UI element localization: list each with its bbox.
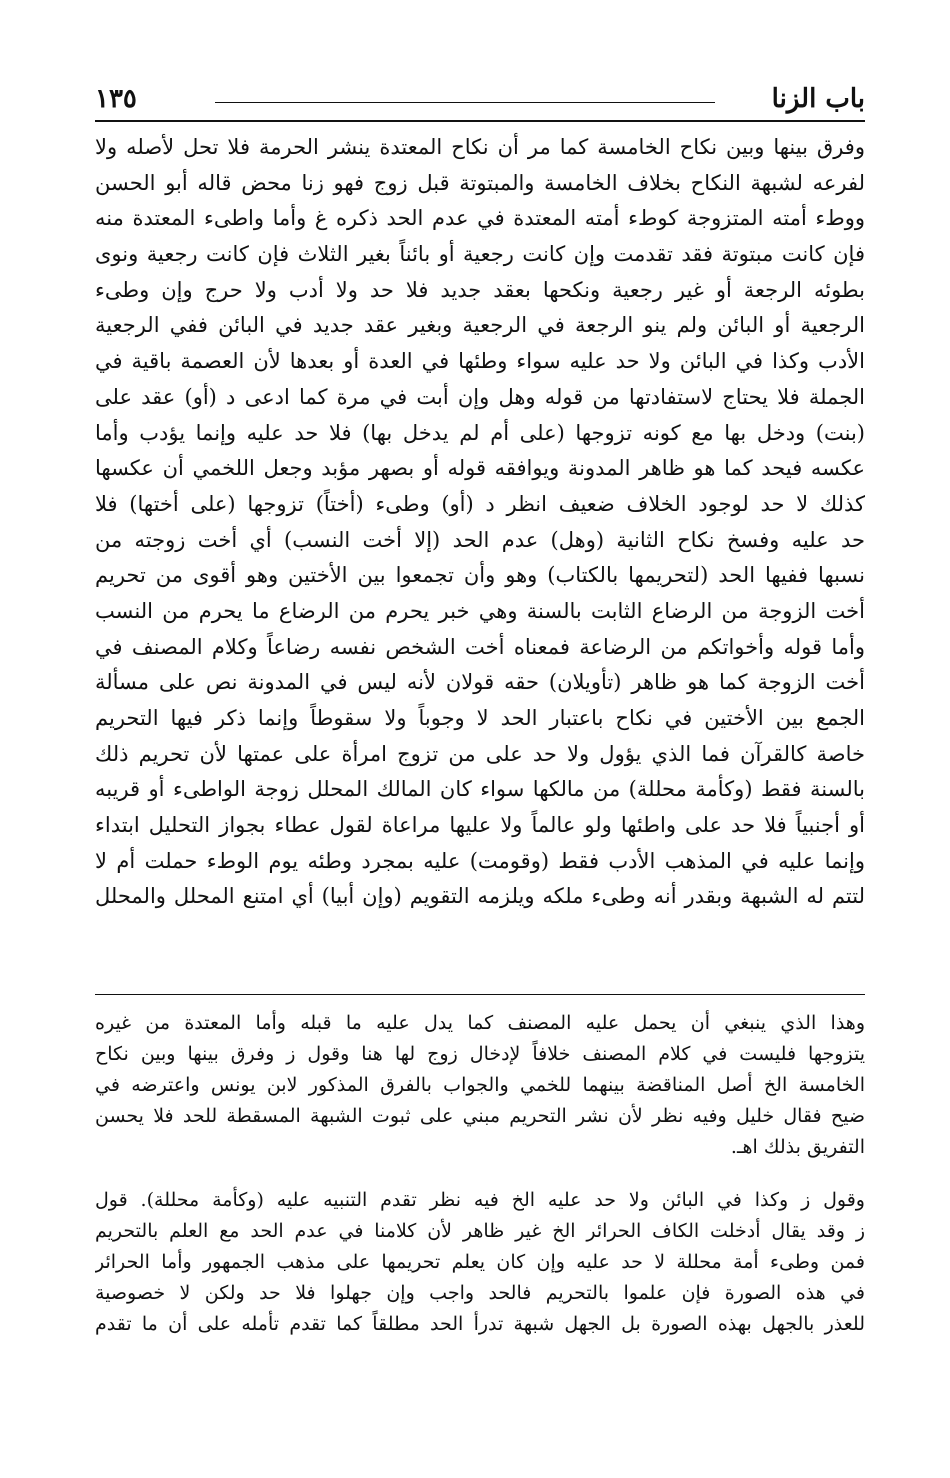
text-line: خاصة كالقرآن فما الذي يؤول ولا حد على من تزوج امرأة على عمتها لأن تحريم ذلك [95, 741, 865, 766]
text-line: بالسنة فقط (وكأمة محللة) من مالكها سواء كان المالك المحلل زوجة الواطىء أو قريبه [95, 777, 865, 802]
main-text-block [95, 130, 865, 915]
footnotes-block [95, 1008, 865, 1340]
text-line: حد عليه وفسخ نكاح الثانية (وهل) عدم الحد (إلا أخت النسب) أي أخت زوجته من [95, 527, 865, 552]
footnote-line: ضيح فقال خليل وفيه نظر لأن نشر التحريم مبني على ثبوت الشبهة المسقطة للحد فلا يحسن [95, 1105, 865, 1127]
footnote [95, 1185, 865, 1340]
footnote-line: للعذر بالجهل بهذه الصورة بل الجهل شبهة تدرأ الحد مطلقاً كما تقدم تأمله على أن ما تقدم [95, 1313, 865, 1335]
footnote-line: فمن وطىء أمة محللة لا حد عليه وإن كان يعلم تحريمها على مذهب الجمهور وأما الحرائر [95, 1251, 865, 1273]
text-line: أخت الزوجة من الرضاع الثابت بالسنة وهي خبر يحرم من الرضاع ما يحرم من النسب [95, 598, 865, 623]
footnote-line: وقول ز وكذا في البائن ولا حد عليه الخ فيه نظر تقدم التنبيه عليه (وكأمة محللة). قول [95, 1189, 865, 1211]
text-line: (بنت) ودخل بها مع كونه تزوجها (على أم لم يدخل بها) فلا حد عليه وإنما يؤدب وأما [95, 420, 865, 445]
footnote-line: في هذه الصورة فإن علموا بالتحريم فالحد واجب وإن جهلوا فلا حد ولكن لا خصوصية [95, 1282, 865, 1304]
footnote-line: الخامسة الخ أصل المناقضة بينهما للخمي والجواب بالفرق المذكور لابن يونس واعترضه في [95, 1074, 865, 1096]
footnote-line: وهذا الذي ينبغي أن يحمل عليه المصنف كما يدل عليه ما قبله وأما المعتدة من غيره [95, 1012, 865, 1034]
footnote-line: ز وقد يقال أدخلت الكاف الحرائر الخ غير ظاهر لأن كلامنا في عدم الحد مع العلم بالتحريم [95, 1220, 865, 1242]
text-line: ووطء أمته المتزوجة كوطء أمته المعتدة في عدم الحد ذكره غ وأما واطىء المعتدة منه [95, 206, 865, 231]
text-line: أو أجنبياً فلا حد على واطئها ولو عالماً ولا عليها مراعاة لقول عطاء بجواز التحليل ابتداء [95, 813, 865, 838]
text-line: لتتم له الشبهة وبقدر أنه وطىء ملكه ويلزمه التقويم (وإن أبيا) أي امتنع المحلل والمحلل [95, 884, 865, 909]
running-header [95, 82, 865, 116]
text-line: الرجعية أو البائن ولم ينو الرجعة في الرجعية وبغير عقد جديد في البائن ففي الرجعية [95, 313, 865, 338]
footnote-line: التفريق بذلك اهـ. [730, 1136, 865, 1158]
text-line: الأدب وكذا في البائن ولا حد عليه سواء وطئها في العدة أو بعدها لأن العصمة باقية في [95, 349, 865, 374]
text-line: فإن كانت مبتوتة فقد تقدمت وإن كانت رجعية أو بائناً بغير الثلاث فإن كانت رجعية ونوى [95, 242, 865, 267]
chapter-title: باب الزنا [771, 84, 865, 114]
text-line: الجملة فلا يحتاج لاستفادتها من قوله وهل وإن أبت في مرة كما ادعى د (أو) عقد على [95, 384, 865, 409]
page-number: ١٣٥ [95, 84, 137, 114]
top-rule [95, 120, 865, 122]
text-line: نسبها ففيها الحد (لتحريمها بالكتاب) وهو وأن تجمعوا بين الأختين وهو أقوى من تحريم [95, 563, 865, 588]
footnote-line: يتزوجها فليست في كلام المصنف خلافاً لإدخال زوج لها هنا وقول ز وفرق بينها وبين نكاح [95, 1043, 865, 1065]
footnote-separator [95, 994, 865, 995]
text-line: أخت الزوجة كما هو ظاهر (تأويلان) حقه قولان لأنه ليس في المدونة نص على مسألة [95, 670, 865, 695]
text-line: وإنما عليه في المذهب الأدب فقط (وقومت) عليه بمجرد وطئه يوم الوطء حملت أم لا [95, 848, 865, 873]
text-line: كذلك لا حد لوجود الخلاف ضعيف انظر د (أو) وطىء (أختاً) تزوجها (على أختها) فلا [95, 491, 865, 516]
text-line: لفرعه لشبهة النكاح بخلاف الخامسة والمبتوتة قبل زوج فهو زنا محض قاله أبو الحسن [95, 170, 865, 195]
text-line: بطوئه الرجعة أو غير رجعية ونكحها بعقد جديد فلا حد ولا أدب ولا حرج وإن وطىء [95, 277, 865, 302]
footnote [95, 1008, 865, 1163]
header-rule [215, 102, 715, 103]
text-line: وأما قوله وأخواتكم من الرضاعة فمعناه أخت الشخص نفسه رضاعاً وكلام المصنف في [95, 634, 865, 659]
text-line: عكسه فيحد كما هو ظاهر المدونة ويوافقه قوله أو بصهر مؤبد وجعل اللخمي أن عكسها [95, 456, 865, 481]
text-line: وفرق بينها وبين نكاح الخامسة كما مر أن نكاح المعتدة ينشر الحرمة فلا تحل لأصله ولا [95, 135, 865, 159]
text-line: الجمع بين الأختين في نكاح باعتبار الحد لا وجوباً ولا سقوطاً وإنما ذكر فيها التحريم [95, 706, 865, 730]
